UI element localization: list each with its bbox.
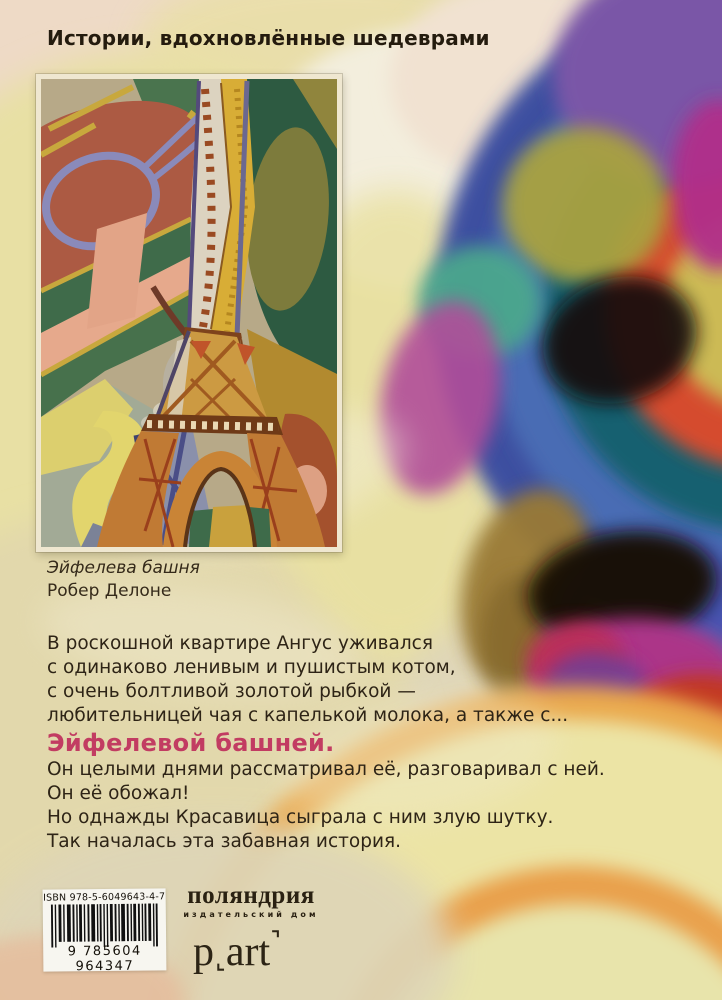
isbn-label: ISBN 978-5-6049643-4-7 bbox=[43, 891, 166, 904]
artwork-frame bbox=[36, 74, 342, 552]
imprint-bracket-left: ⌞ bbox=[216, 953, 225, 974]
blurb-line: любительницей чая с капелькой молока, а также с... bbox=[47, 705, 569, 726]
blurb-line: Он целыми днями рассматривал её, разговаривал с ней. bbox=[47, 759, 605, 780]
artwork-caption bbox=[47, 557, 200, 603]
blurb-line: Так началась эта забавная история. bbox=[47, 831, 401, 852]
blurb-line: В роскошной квартире Ангус уживался bbox=[47, 633, 433, 654]
publisher-name: поляндрия bbox=[187, 882, 315, 909]
series-title: Истории, вдохновлённые шедеврами bbox=[47, 26, 490, 50]
publisher-logo bbox=[178, 884, 324, 919]
barcode-block bbox=[43, 888, 167, 975]
imprint-bracket-right: ⌝ bbox=[271, 929, 281, 950]
publisher-subtitle: издательский дом bbox=[183, 910, 319, 919]
imprint-word: art bbox=[225, 929, 271, 975]
artwork-artist: Робер Делоне bbox=[47, 581, 172, 601]
artwork-title: Эйфелева башня bbox=[47, 558, 200, 578]
blurb-line: с очень болтливой золотой рыбкой — bbox=[47, 681, 416, 702]
eiffel-tower-painting bbox=[41, 79, 337, 547]
blurb-line: с одинаково ленивым и пушистым котом, bbox=[47, 657, 456, 678]
blurb-line: Но однажды Красавица сыграла с ним злую шутку. bbox=[47, 807, 554, 828]
blurb bbox=[47, 632, 687, 854]
part-imprint-logo bbox=[193, 928, 280, 976]
blurb-highlight: Эйфелевой башней. bbox=[47, 729, 335, 757]
blurb-line: Он её обожал! bbox=[47, 783, 190, 804]
barcode-digits: 9 785604 964347 bbox=[67, 943, 142, 975]
imprint-p: p bbox=[193, 929, 214, 975]
barcode bbox=[48, 903, 161, 947]
